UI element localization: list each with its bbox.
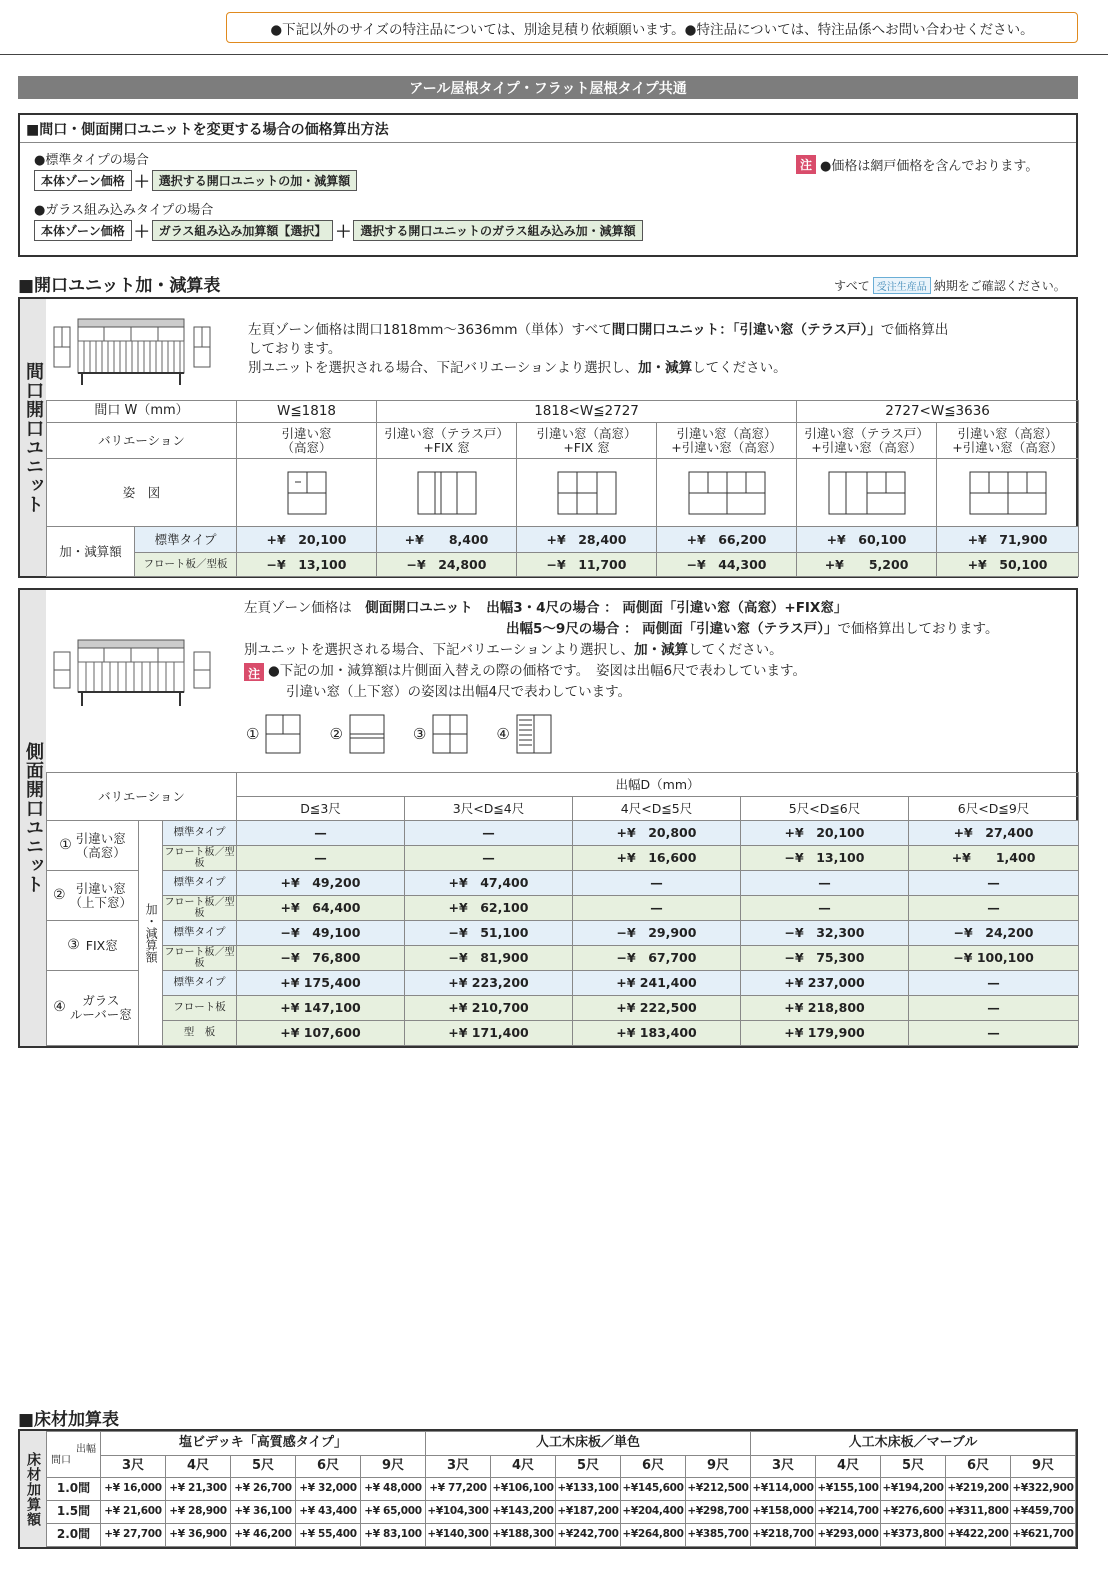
price-cell: — [405,821,573,846]
variation-name: ② 引違い窓 （上下窓） [47,871,139,921]
std-formula [34,169,357,192]
floor-row-label: 2.0間 [47,1524,101,1547]
price-cell: +¥ 32,000 [296,1478,361,1501]
divider [0,54,1108,55]
carport-illustration [48,628,236,726]
glass-add-box: ガラス組み込み加算額【選択】 [152,220,334,241]
price-cell: +¥ 16,000 [101,1478,166,1501]
row-type: フロート板 [163,996,237,1021]
row-type: フロート板／型板 [163,946,237,971]
side-description: 左頁ゾーン価格は 側面開口ユニット 出幅3・4尺の場合 ： 両側面「引違い窓（高窓）+FIX窓」 出幅5～9尺の場合 ： 両側面「引違い窓（テラス戸）」で価格算出しております。 別ユニットを選択される場合、下記バリエーションより選択し、加・減算してください。 注 ●下記の加・減算額は片側面入替えの際の価格です。 姿図は出幅6尺で表わしています。 引違い窓（上下窓）の姿図は出幅4尺で表わしています。 [244,600,999,700]
fig-number: ④ [496,725,510,743]
carport-illustration [48,301,236,399]
price-cell: +¥104,300 [426,1501,491,1524]
variation-name: 引違い窓（高窓） +引違い窓（高窓） [937,423,1079,459]
calc-title: ■間口・側面開口ユニットを変更する場合の価格算出方法 [20,115,1076,143]
window-figure [657,459,797,527]
price-cell: −¥ 75,300 [741,946,909,971]
price-cell: +¥194,200 [881,1478,946,1501]
price-cell: +¥133,100 [556,1478,621,1501]
window-figure [516,714,552,754]
price-cell: −¥ 51,100 [405,921,573,946]
price-cell: −¥ 49,100 [237,921,405,946]
corner-cell: 出幅 間口 [47,1432,101,1478]
material-header: 人工木床板／単色 [426,1432,751,1456]
glass-unit-add-box: 選択する開口ユニットのガラス組み込み加・減算額 [353,220,642,241]
price-cell: +¥276,600 [881,1501,946,1524]
size-col: 9尺 [686,1456,751,1478]
price-cell: +¥242,700 [556,1524,621,1547]
size-col: 5尺 [231,1456,296,1478]
price-cell: +¥373,800 [881,1524,946,1547]
price-cell: — [909,871,1079,896]
window-figure [517,459,657,527]
price-cell: +¥158,000 [751,1501,816,1524]
floor-row-label: 1.0間 [47,1478,101,1501]
price-cell: — [909,971,1079,996]
range-header: W≦1818 [237,401,377,423]
price-cell: — [573,871,741,896]
variation-name: 引違い窓（テラス戸） +引違い窓（高窓） [797,423,937,459]
price-cell: +¥ 60,100 [797,527,937,553]
addsub-label: 加・減算額 [139,821,163,1046]
price-cell: +¥145,600 [621,1478,686,1501]
price-cell: — [741,871,909,896]
row-type: 標準タイプ [163,921,237,946]
price-cell: +¥ 218,800 [741,996,909,1021]
price-cell: +¥ 43,400 [296,1501,361,1524]
price-cell: +¥ 20,100 [237,527,377,553]
window-figure [797,459,937,527]
price-cell: +¥214,700 [816,1501,881,1524]
material-header: 塩ビデッキ「高質感タイプ」 [101,1432,426,1456]
variation-header: バリエーション [47,773,237,821]
price-cell: +¥459,700 [1011,1501,1076,1524]
price-cell: — [237,821,405,846]
price-cell: −¥ 24,200 [909,921,1079,946]
size-col: 9尺 [361,1456,426,1478]
range-header: 2727<W≦3636 [797,401,1079,423]
price-cell: +¥ 46,200 [231,1524,296,1547]
front-price-table [46,400,1079,577]
price-cell: −¥ 76,800 [237,946,405,971]
floor-section-title: ■床材加算表 [18,1410,120,1430]
size-col: 9尺 [1011,1456,1076,1478]
plus-sign: ＋ [133,172,150,191]
addsub-header: 加・減算額 [47,527,135,577]
price-cell: +¥311,800 [946,1501,1011,1524]
price-cell: +¥ 48,000 [361,1478,426,1501]
fig-number: ② [329,725,343,743]
variation-name: ④ ガラス ルーバー窓 [47,971,139,1046]
size-col: 3尺 [751,1456,816,1478]
row-type: 型 板 [163,1021,237,1046]
price-cell: +¥ 1,400 [909,846,1079,871]
unit-add-box: 選択する開口ユニットの加・減算額 [152,170,358,191]
row-type: 標準タイプ [163,821,237,846]
price-cell: +¥212,500 [686,1478,751,1501]
side-figures [246,714,552,754]
size-col: 5尺 [556,1456,621,1478]
made-to-order-note: すべて 受注生産品 納期をご確認ください。 [834,279,1066,293]
price-cell: +¥ 36,900 [166,1524,231,1547]
glass-formula [34,219,643,242]
material-header: 人工木床板／マーブル [751,1432,1076,1456]
price-cell: +¥ 241,400 [573,971,741,996]
depth-col: D≦3尺 [237,797,405,821]
price-cell: +¥ 65,000 [361,1501,426,1524]
window-figure [237,459,377,527]
price-cell: +¥ 27,700 [101,1524,166,1547]
price-cell: −¥ 67,700 [573,946,741,971]
variation-name: 引違い窓（高窓） +FIX 窓 [517,423,657,459]
price-cell: +¥ 223,200 [405,971,573,996]
price-cell: +¥ 83,100 [361,1524,426,1547]
price-cell: +¥ 49,200 [237,871,405,896]
depth-col: 4尺<D≦5尺 [573,797,741,821]
width-header: 間口 W（mm） [47,401,237,423]
front-section-title: ■開口ユニット加・減算表 [18,276,221,296]
price-cell: +¥ 5,200 [797,553,937,577]
variation-name: 引違い窓（高窓） +引違い窓（高窓） [657,423,797,459]
price-cell: +¥ 179,900 [741,1021,909,1046]
price-cell: +¥ 66,200 [657,527,797,553]
floor-row [47,1524,1076,1547]
depth-col: 5尺<D≦6尺 [741,797,909,821]
price-cell: +¥ 210,700 [405,996,573,1021]
calc-note: 注 ●価格は網戸価格を含んでおります。 [796,155,1038,174]
floor-panel [18,1429,1078,1549]
price-cell: +¥ 77,200 [426,1478,491,1501]
depth-col: 3尺<D≦4尺 [405,797,573,821]
body-price-box: 本体ゾーン価格 [34,170,132,191]
range-header: 1818<W≦2727 [377,401,797,423]
front-unit-panel [18,297,1078,578]
price-cell: — [405,846,573,871]
price-cell: +¥322,900 [1011,1478,1076,1501]
price-cell: +¥ 20,800 [573,821,741,846]
side-side-label: 側面開口ユニット [20,590,46,1046]
price-cell: +¥621,700 [1011,1524,1076,1547]
price-cell: +¥155,100 [816,1478,881,1501]
price-cell: +¥ 36,100 [231,1501,296,1524]
price-cell: +¥ 26,700 [231,1478,296,1501]
window-figure [937,459,1079,527]
price-cell: — [909,996,1079,1021]
price-cell: — [573,896,741,921]
plus-sign: ＋ [335,222,352,241]
window-figure [265,714,301,754]
price-cell: +¥188,300 [491,1524,556,1547]
price-cell: +¥ 55,400 [296,1524,361,1547]
price-cell: +¥ 222,500 [573,996,741,1021]
calc-method-box [18,113,1078,257]
price-cell: −¥ 24,800 [377,553,517,577]
price-cell: −¥ 44,300 [657,553,797,577]
price-cell: +¥ 237,000 [741,971,909,996]
size-col: 6尺 [296,1456,361,1478]
size-col: 4尺 [491,1456,556,1478]
price-cell: +¥264,800 [621,1524,686,1547]
price-cell: +¥219,200 [946,1478,1011,1501]
variation-name: ③ FIX窓 [47,921,139,971]
floor-row-label: 1.5間 [47,1501,101,1524]
price-cell: +¥385,700 [686,1524,751,1547]
row-type: フロート板／型板 [163,896,237,921]
size-col: 6尺 [621,1456,686,1478]
made-to-order-badge: 受注生産品 [873,277,931,294]
price-cell: +¥ 16,600 [573,846,741,871]
note-mark: 注 [244,663,264,681]
price-cell: −¥ 100,100 [909,946,1079,971]
price-cell: +¥293,000 [816,1524,881,1547]
price-cell: +¥106,100 [491,1478,556,1501]
price-cell: — [909,1021,1079,1046]
variation-name: ① 引違い窓 （高窓） [47,821,139,871]
price-cell: +¥204,400 [621,1501,686,1524]
size-col: 5尺 [881,1456,946,1478]
price-cell: −¥ 13,100 [741,846,909,871]
plus-sign: ＋ [133,222,150,241]
std-label: ●標準タイプの場合 [34,153,149,168]
section-band: アール屋根タイプ・フラット屋根タイプ共通 [18,76,1078,99]
front-description: 左頁ゾーン価格は間口1818mm～3636mm（単体）すべて間口開口ユニット：「引違い窓（テラス戸）」で価格算出 しております。 別ユニットを選択される場合、下記バリエーションより選択し、加・減算してください。 [248,322,949,376]
price-cell: +¥ 171,400 [405,1021,573,1046]
row-type: フロート板／型板 [163,846,237,871]
depth-header: 出幅D（mm） [237,773,1079,797]
floor-side-label: 床材加算額 [20,1431,46,1547]
size-col: 3尺 [426,1456,491,1478]
price-cell: +¥ 62,100 [405,896,573,921]
glass-label: ●ガラス組み込みタイプの場合 [34,203,214,218]
front-side-label: 間口開口ユニット [20,299,46,576]
price-cell: — [741,896,909,921]
window-figure [349,714,385,754]
price-cell: +¥187,200 [556,1501,621,1524]
price-cell: — [237,846,405,871]
body-price-box: 本体ゾーン価格 [34,220,132,241]
floor-price-table [46,1431,1076,1547]
price-cell: +¥ 64,400 [237,896,405,921]
price-cell: +¥ 28,400 [517,527,657,553]
figure-header: 姿 図 [47,459,237,527]
variation-name: 引違い窓 （高窓） [237,423,377,459]
fig-number: ① [246,725,260,743]
price-cell: — [909,896,1079,921]
price-cell: +¥ 8,400 [377,527,517,553]
price-cell: +¥ 50,100 [937,553,1079,577]
price-cell: +¥422,200 [946,1524,1011,1547]
top-note: ●下記以外のサイズの特注品については、別途見積り依頼願います。●特注品については、特注品係へお問い合わせください。 [226,12,1078,43]
side-price-table [46,772,1079,1046]
variation-header: バリエーション [47,423,237,459]
size-col: 4尺 [166,1456,231,1478]
window-figure [377,459,517,527]
row-type-std: 標準タイプ [135,527,237,553]
floor-row [47,1501,1076,1524]
floor-row [47,1478,1076,1501]
price-cell: −¥ 13,100 [237,553,377,577]
window-figure [432,714,468,754]
price-cell: +¥140,300 [426,1524,491,1547]
price-cell: +¥ 175,400 [237,971,405,996]
fig-number: ③ [412,725,427,743]
price-cell: +¥ 147,100 [237,996,405,1021]
price-cell: +¥ 21,300 [166,1478,231,1501]
price-cell: +¥ 107,600 [237,1021,405,1046]
price-cell: +¥ 47,400 [405,871,573,896]
price-cell: +¥ 183,400 [573,1021,741,1046]
row-type-float: フロート板／型板 [135,553,237,577]
size-col: 3尺 [101,1456,166,1478]
price-cell: +¥143,200 [491,1501,556,1524]
price-cell: +¥ 28,900 [166,1501,231,1524]
price-cell: −¥ 29,900 [573,921,741,946]
price-cell: +¥ 21,600 [101,1501,166,1524]
size-col: 6尺 [946,1456,1011,1478]
depth-col: 6尺<D≦9尺 [909,797,1079,821]
price-cell: +¥298,700 [686,1501,751,1524]
side-unit-panel [18,588,1078,1048]
price-cell: −¥ 11,700 [517,553,657,577]
note-mark: 注 [796,155,816,174]
price-cell: −¥ 81,900 [405,946,573,971]
price-cell: +¥218,700 [751,1524,816,1547]
row-type: 標準タイプ [163,971,237,996]
price-cell: +¥114,000 [751,1478,816,1501]
price-cell: −¥ 32,300 [741,921,909,946]
price-cell: +¥ 71,900 [937,527,1079,553]
variation-name: 引違い窓（テラス戸） +FIX 窓 [377,423,517,459]
price-cell: +¥ 27,400 [909,821,1079,846]
size-col: 4尺 [816,1456,881,1478]
price-cell: +¥ 20,100 [741,821,909,846]
row-type: 標準タイプ [163,871,237,896]
